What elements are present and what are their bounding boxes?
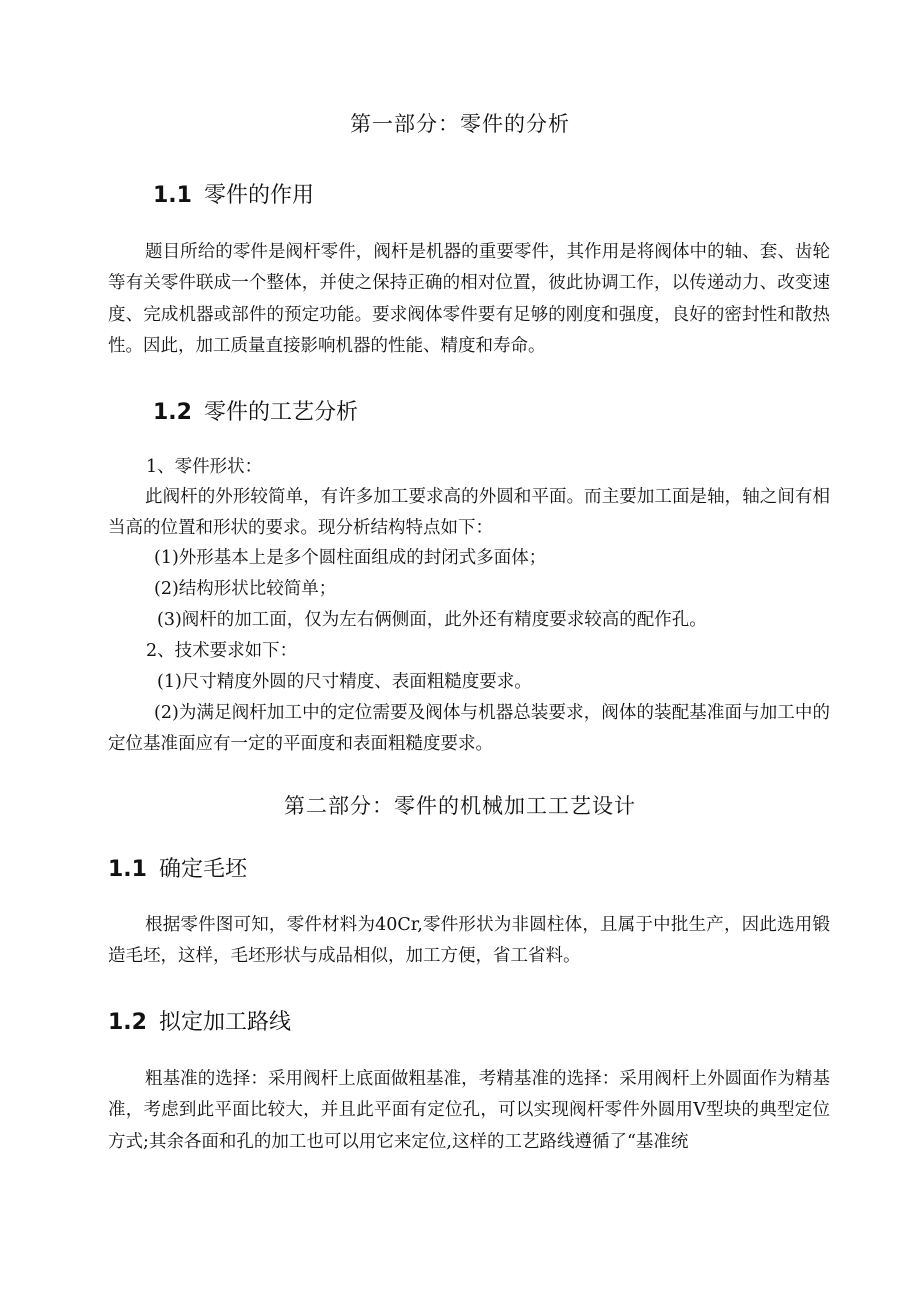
- part2-title: 第二部分：零件的机械加工工艺设计: [284, 794, 636, 818]
- subheading-tech-requirements: 2、技术要求如下：: [146, 641, 298, 661]
- part1-title: 第一部分：零件的分析: [350, 112, 570, 136]
- paragraph-blank-selection: 根据零件图可知，零件材料为40Cr,零件形状为非圆柱体，且属于中批生产，因此选用锻造毛坯，这样，毛坯形状与成品相似，加工方便，省工省料。: [108, 915, 830, 967]
- paragraph-process-route: 粗基准的选择：采用阀杆上底面做粗基准，考精基准的选择：采用阀杆上外圆面作为精基准，考虑到此平面比较大，并且此平面有定位孔，可以实现阀杆零件外圆用V型块的典型定位方式;其余各面和孔的加工也可以用它来定位,这样的工艺路线遵循了“基准统: [108, 1069, 830, 1152]
- paragraph-part-shape: 此阀杆的外形较简单，有许多加工要求高的外圆和平面。而主要加工面是轴，轴之间有相当高的位置和形状的要求。现分析结构特点如下：: [108, 487, 830, 539]
- section-title: 零件的作用: [203, 183, 314, 208]
- paragraph-part-function: 题目所给的零件是阀杆零件，阀杆是机器的重要零件，其作用是将阀体中的轴、套、齿轮等有关零件联成一个整体，并使之保持正确的相对位置，彼此协调工作，以传递动力、改变速度、完成机器或部件的预定功能。要求阀体零件要有足够的刚度和强度，良好的密封性和散热性。因此，加工质量直接影响机器的性能、精度和寿命。: [108, 242, 830, 356]
- list-item-shape-3: (3)阀杆的加工面，仅为左右俩侧面，此外还有精度要求较高的配作孔。: [157, 610, 707, 630]
- section-heading-2-1: [108, 852, 247, 883]
- section-number: 1.2: [153, 400, 192, 425]
- section-number: 1.2: [108, 1010, 147, 1035]
- section-title: 零件的工艺分析: [203, 400, 358, 425]
- list-item-shape-1: (1)外形基本上是多个圆柱面组成的封闭式多面体；: [154, 548, 547, 568]
- subheading-part-shape: 1、零件形状：: [146, 457, 263, 477]
- section-heading-1-2: [153, 395, 358, 426]
- list-item-tech-1: (1)尺寸精度外圆的尺寸精度、表面粗糙度要求。: [157, 672, 532, 692]
- section-heading-2-2: [108, 1005, 291, 1036]
- section-number: 1.1: [153, 183, 192, 208]
- section-title: 拟定加工路线: [158, 1010, 291, 1035]
- list-item-tech-2: (2)为满足阀杆加工中的定位需要及阀体与机器总装要求，阀体的装配基准面与加工中的定位基准面应有一定的平面度和表面粗糙度要求。: [108, 703, 830, 755]
- section-heading-1-1: [153, 178, 314, 209]
- list-item-shape-2: (2)结构形状比较简单；: [154, 579, 337, 599]
- section-number: 1.1: [108, 857, 147, 882]
- section-title: 确定毛坯: [158, 857, 247, 882]
